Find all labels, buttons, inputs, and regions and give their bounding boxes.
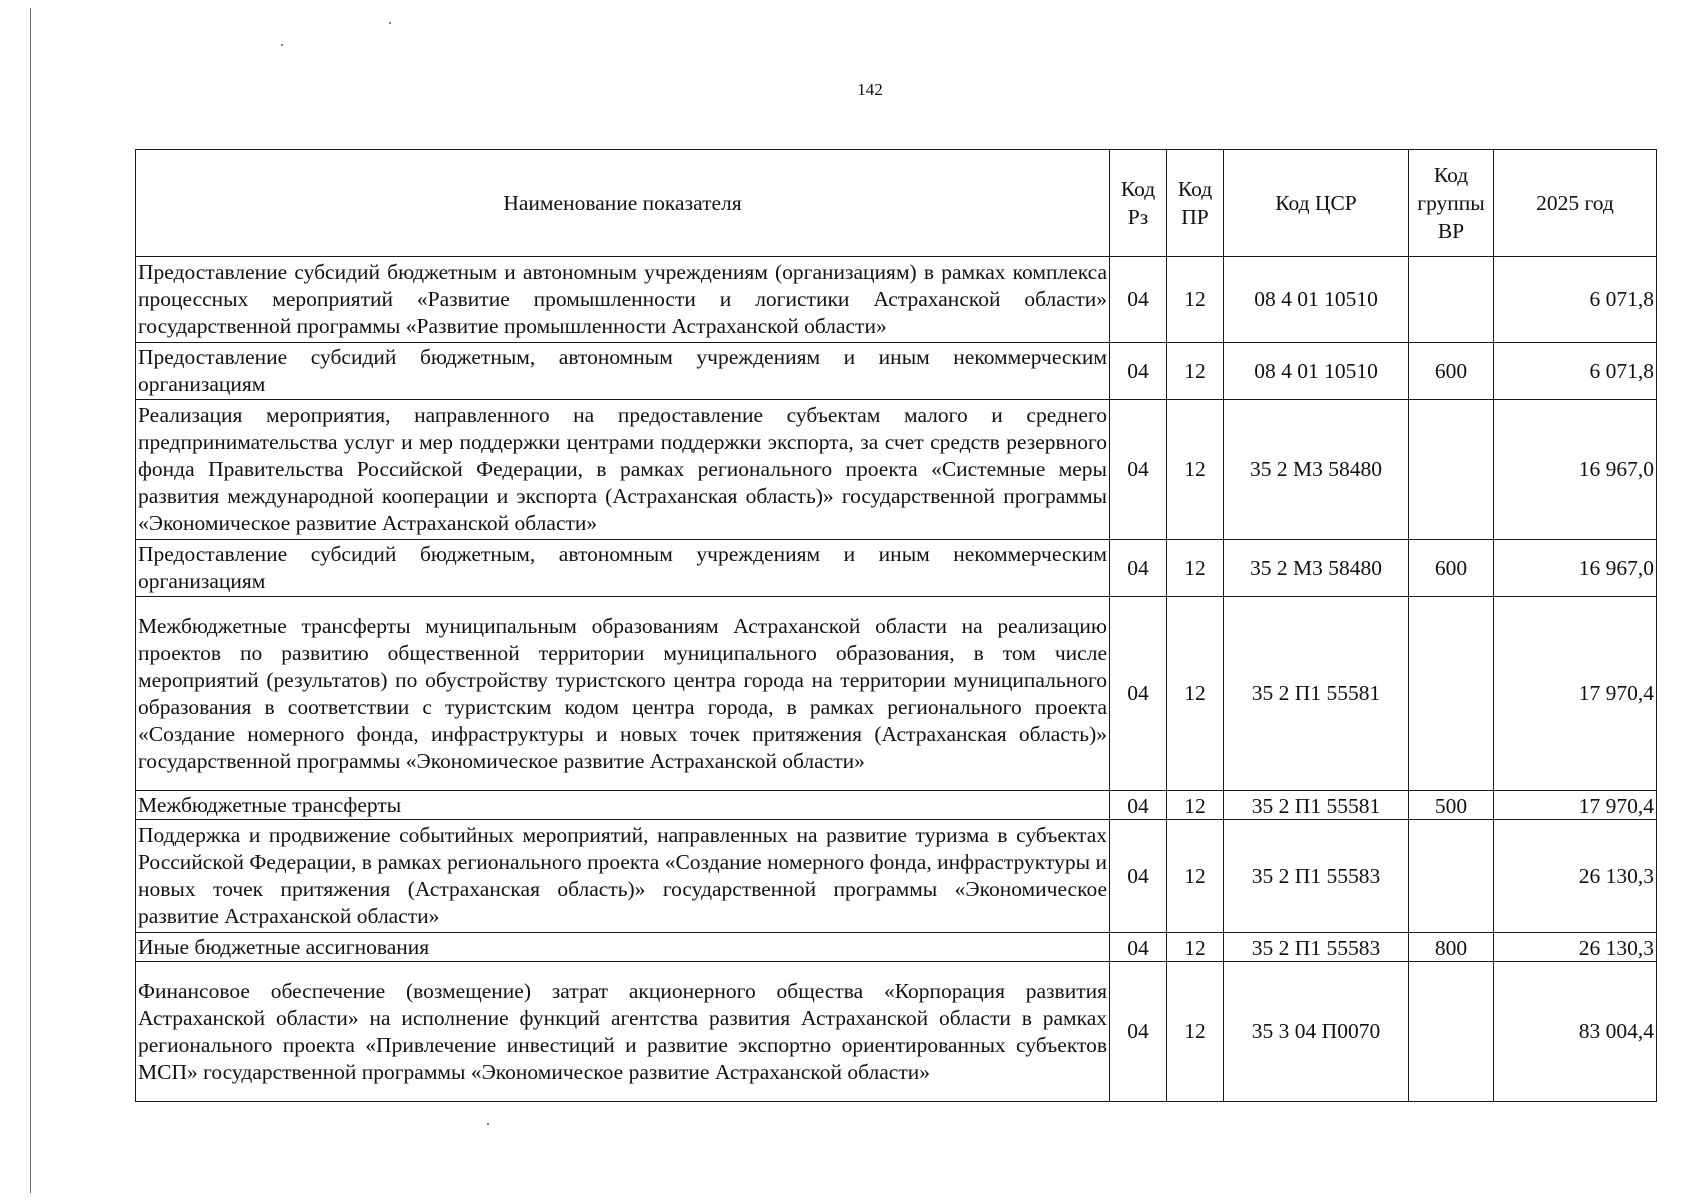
- header-vr: Код группы ВР: [1409, 150, 1494, 257]
- row-pr: 12: [1167, 820, 1224, 933]
- row-name: Предоставление субсидий бюджетным, автономным учреждениям и иным некоммерческим организациям: [136, 540, 1110, 597]
- row-pr: 12: [1167, 791, 1224, 820]
- row-csr: 35 2 П1 55581: [1224, 597, 1409, 791]
- row-amount: 26 130,3: [1494, 933, 1657, 962]
- row-csr: 35 2 М3 58480: [1224, 400, 1409, 540]
- row-vr: [1409, 962, 1494, 1102]
- row-pr: 12: [1167, 597, 1224, 791]
- table-row: [136, 962, 1657, 1102]
- row-vr: 600: [1409, 343, 1494, 400]
- row-amount: 17 970,4: [1494, 597, 1657, 791]
- row-amount: 6 071,8: [1494, 257, 1657, 343]
- row-pr: 12: [1167, 400, 1224, 540]
- row-pr: 12: [1167, 343, 1224, 400]
- row-vr: [1409, 820, 1494, 933]
- row-csr: 35 2 П1 55583: [1224, 820, 1409, 933]
- scan-speck: [389, 22, 391, 24]
- page-number: 142: [857, 80, 883, 99]
- row-rz: 04: [1110, 343, 1167, 400]
- header-csr: Код ЦСР: [1224, 150, 1409, 257]
- row-name: Поддержка и продвижение событийных мероприятий, направленных на развитие туризма в субъектах Российской Федерации, в рамках регионального проекта «Создание номерного фонда, инфраструктуры и новых точек притяжения (Астраханская область)» государственной программы «Экономическое развитие Астраханской области»: [136, 820, 1110, 933]
- table-row: [136, 400, 1657, 540]
- row-vr: [1409, 400, 1494, 540]
- row-csr: 08 4 01 10510: [1224, 257, 1409, 343]
- row-vr: 500: [1409, 791, 1494, 820]
- row-amount: 16 967,0: [1494, 400, 1657, 540]
- row-rz: 04: [1110, 400, 1167, 540]
- row-pr: 12: [1167, 933, 1224, 962]
- scan-speck: [487, 1123, 489, 1125]
- row-vr: [1409, 257, 1494, 343]
- row-amount: 16 967,0: [1494, 540, 1657, 597]
- row-name: Межбюджетные трансферты: [136, 791, 1110, 820]
- row-vr: 600: [1409, 540, 1494, 597]
- budget-table: [135, 149, 1657, 1102]
- header-name: Наименование показателя: [136, 150, 1110, 257]
- row-name: Предоставление субсидий бюджетным, автономным учреждениям и иным некоммерческим организациям: [136, 343, 1110, 400]
- row-vr: [1409, 597, 1494, 791]
- row-amount: 26 130,3: [1494, 820, 1657, 933]
- row-csr: 35 2 М3 58480: [1224, 540, 1409, 597]
- table-row: [136, 791, 1657, 820]
- row-name: Иные бюджетные ассигнования: [136, 933, 1110, 962]
- table-row: [136, 820, 1657, 933]
- header-pr: Код ПР: [1167, 150, 1224, 257]
- row-vr: 800: [1409, 933, 1494, 962]
- row-csr: 35 2 П1 55581: [1224, 791, 1409, 820]
- table-row: [136, 933, 1657, 962]
- row-csr: 08 4 01 10510: [1224, 343, 1409, 400]
- scan-edge-line: [30, 8, 31, 1193]
- scan-speck: [281, 44, 283, 46]
- row-csr: 35 2 П1 55583: [1224, 933, 1409, 962]
- row-pr: 12: [1167, 540, 1224, 597]
- row-name: Предоставление субсидий бюджетным и автономным учреждениям (организациям) в рамках комплекса процессных мероприятий «Развитие промышленности и логистики Астраханской области» государственной программы «Развитие промышленности Астраханской области»: [136, 257, 1110, 343]
- row-amount: 6 071,8: [1494, 343, 1657, 400]
- row-rz: 04: [1110, 933, 1167, 962]
- row-name: Финансовое обеспечение (возмещение) затрат акционерного общества «Корпорация развития Астраханской области» на исполнение функций агентства развития Астраханской области в рамках регионального проекта «Привлечение инвестиций и развитие экспортно ориентированных субъектов МСП» государственной программы «Экономическое развитие Астраханской области»: [136, 962, 1110, 1102]
- row-csr: 35 3 04 П0070: [1224, 962, 1409, 1102]
- row-amount: 17 970,4: [1494, 791, 1657, 820]
- row-amount: 83 004,4: [1494, 962, 1657, 1102]
- row-rz: 04: [1110, 597, 1167, 791]
- header-rz: Код Рз: [1110, 150, 1167, 257]
- table-row: [136, 257, 1657, 343]
- row-rz: 04: [1110, 257, 1167, 343]
- table-row: [136, 540, 1657, 597]
- table-row: [136, 343, 1657, 400]
- row-rz: 04: [1110, 540, 1167, 597]
- table-header-row: [136, 150, 1657, 257]
- table-row: [136, 597, 1657, 791]
- row-pr: 12: [1167, 257, 1224, 343]
- row-rz: 04: [1110, 962, 1167, 1102]
- header-year: 2025 год: [1494, 150, 1657, 257]
- row-rz: 04: [1110, 820, 1167, 933]
- row-name: Межбюджетные трансферты муниципальным образованиям Астраханской области на реализацию проектов по развитию общественной территории муниципального образования, в том числе мероприятий (результатов) по обустройству туристского центра города на территории муниципального образования в соответствии с туристским кодом центра города, в рамках регионального проекта «Создание номерного фонда, инфраструктуры и новых точек притяжения (Астраханская область)» государственной программы «Экономическое развитие Астраханской области»: [136, 597, 1110, 791]
- row-pr: 12: [1167, 962, 1224, 1102]
- row-rz: 04: [1110, 791, 1167, 820]
- row-name: Реализация мероприятия, направленного на предоставление субъектам малого и среднего предпринимательства услуг и мер поддержки центрами поддержки экспорта, за счет средств резервного фонда Правительства Российской Федерации, в рамках регионального проекта «Системные меры развития международной кооперации и экспорта (Астраханская область)» государственной программы «Экономическое развитие Астраханской области»: [136, 400, 1110, 540]
